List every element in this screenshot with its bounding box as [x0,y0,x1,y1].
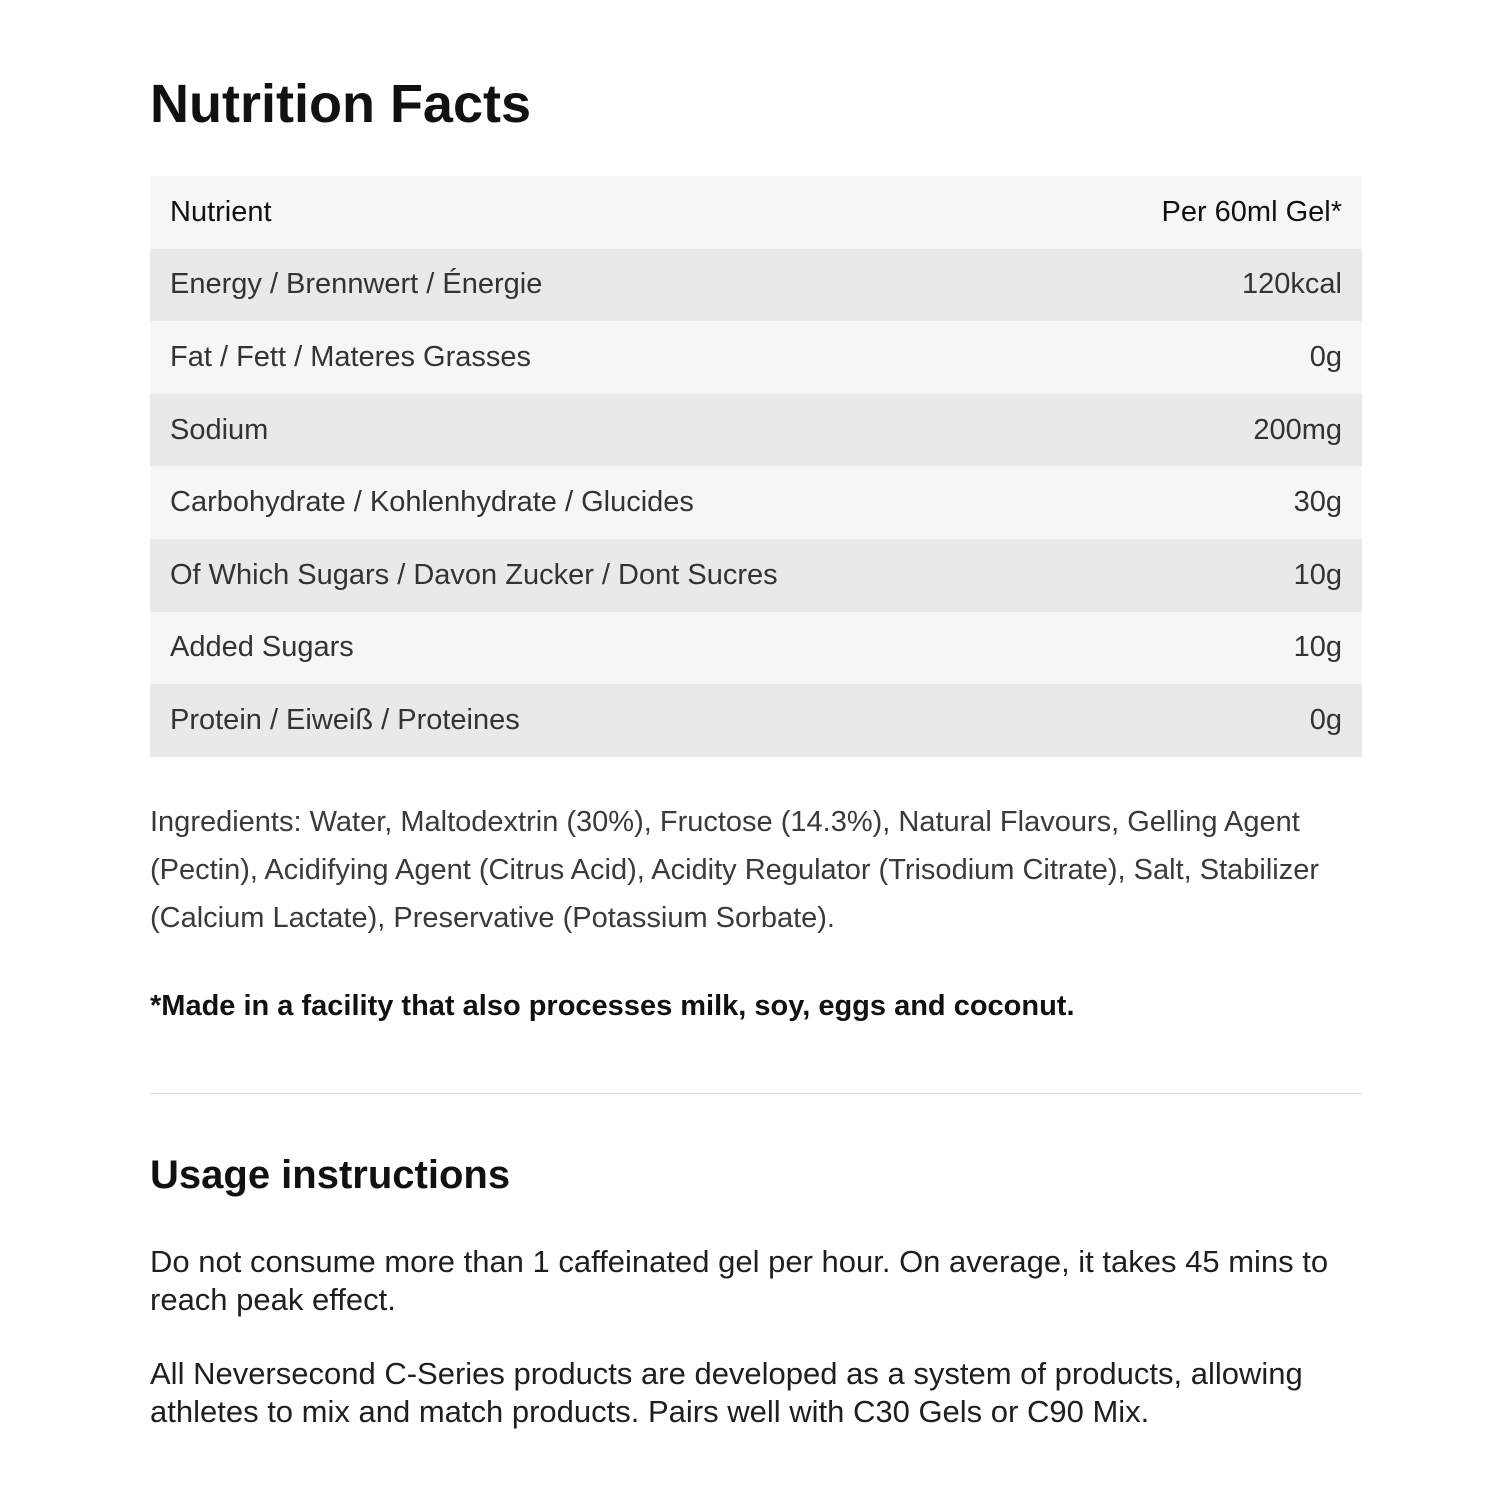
nutrient-amount: 120kcal [1054,249,1362,322]
nutrition-table [150,176,1362,757]
nutrient-name: Of Which Sugars / Davon Zucker / Dont Sucres [150,539,1054,612]
table-row [150,612,1362,685]
usage-paragraph: Do not consume more than 1 caffeinated gel per hour. On average, it takes 45 mins to reach peak effect. [150,1244,1329,1317]
usage-paragraph: All Neversecond C-Series products are developed as a system of products, allowing athletes to mix and match products. Pairs well with C30 Gels or C90 Mix. [150,1356,1303,1429]
usage-instructions-heading: Usage instructions [150,1153,511,1197]
nutrient-name: Carbohydrate / Kohlenhydrate / Glucides [150,466,1054,539]
amount-column-header: Per 60ml Gel* [1054,176,1362,249]
table-row [150,684,1362,757]
nutrient-name: Energy / Brennwert / Énergie [150,249,1054,322]
nutrition-facts-heading: Nutrition Facts [150,74,532,134]
nutrient-amount: 0g [1054,321,1362,394]
table-row [150,466,1362,539]
section-divider [150,1093,1362,1094]
nutrient-name: Added Sugars [150,612,1054,685]
nutrient-amount: 10g [1054,612,1362,685]
nutrient-amount: 200mg [1054,394,1362,467]
nutrient-amount: 10g [1054,539,1362,612]
allergen-note: *Made in a facility that also processes milk, soy, eggs and coconut. [150,990,1075,1022]
nutrient-name: Sodium [150,394,1054,467]
nutrient-amount: 0g [1054,684,1362,757]
ingredients-text: Ingredients: Water, Maltodextrin (30%), Fructose (14.3%), Natural Flavours, Gelling Agent (Pectin), Acidifying Agent (Citrus Acid), Acidity Regulator (Trisodium Citrate), Salt, Stabilizer (Calcium Lactate), Preservative (Potassium Sorbate). [150,806,1320,934]
nutrient-column-header: Nutrient [150,176,1054,249]
table-header-row [150,176,1362,249]
nutrient-name: Protein / Eiweiß / Proteines [150,684,1054,757]
nutrient-amount: 30g [1054,466,1362,539]
table-row [150,321,1362,394]
table-row [150,249,1362,322]
table-row [150,539,1362,612]
table-row [150,394,1362,467]
nutrient-name: Fat / Fett / Materes Grasses [150,321,1054,394]
